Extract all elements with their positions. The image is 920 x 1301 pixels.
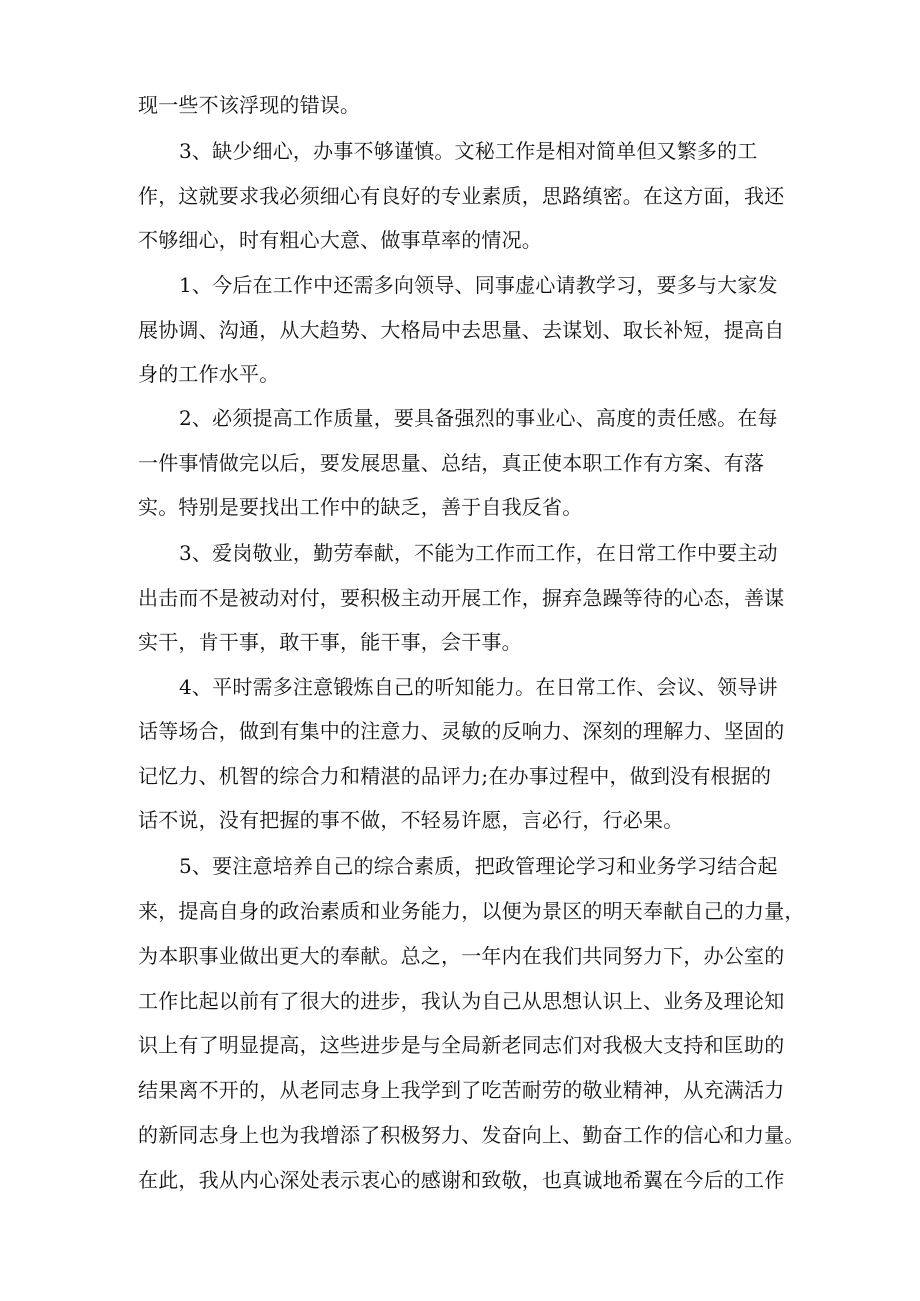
text-line: 为本职事业做出更大的奉献。总之，一年内在我们共同努力下，办公室的 — [138, 944, 785, 968]
text-line: 一件事情做完以后，要发展思量、总结，真正使本职工作有方案、有落 — [138, 451, 765, 475]
text-line: 实干，肯干事，敢干事，能干事，会干事。 — [138, 630, 522, 654]
text-line: 话不说，没有把握的事不做，不轻易许愿，言必行，行必果。 — [138, 808, 684, 832]
text-line: 作，这就要求我必须细心有良好的专业素质，思路缜密。在这方面，我还 — [138, 184, 785, 208]
text-line: 出击而不是被动对付，要积极主动开展工作，摒弃急躁等待的心态，善谋 — [138, 586, 785, 610]
text-line: 的新同志身上也为我增添了积极努力、发奋向上、勤奋工作的信心和力量。 — [138, 1123, 805, 1147]
text-line: 记忆力、机智的综合力和精湛的品评力;在办事过程中，做到没有根据的 — [138, 764, 772, 788]
text-line: 3、爱岗敬业，勤劳奉献，不能为工作而工作，在日常工作中要主动 — [179, 541, 778, 565]
text-line: 5、要注意培养自己的综合素质，把政管理论学习和业务学习结合起 — [179, 854, 778, 878]
text-line: 识上有了明显提高，这些进步是与全局新老同志们对我极大支持和匡助的 — [138, 1033, 785, 1057]
text-line: 来，提高自身的政治素质和业务能力，以便为景区的明天奉献自己的力量， — [138, 899, 805, 923]
text-line: 工作比起以前有了很大的进步，我认为自己从思想认识上、业务及理论知 — [138, 989, 785, 1013]
text-line: 话等场合，做到有集中的注意力、灵敏的反响力、深刻的理解力、坚固的 — [138, 719, 785, 743]
text-line: 3、缺少细心，办事不够谨慎。文秘工作是相对简单但又繁多的工 — [179, 139, 758, 163]
text-line: 1、今后在工作中还需多向领导、同事虚心请教学习，要多与大家发 — [179, 273, 778, 297]
text-line: 实。特别是要找出工作中的缺乏，善于自我反省。 — [138, 495, 583, 519]
text-line: 身的工作水平。 — [138, 362, 280, 386]
text-line: 在此，我从内心深处表示衷心的感谢和致敬，也真诚地希翼在今后的工作 — [138, 1168, 785, 1192]
text-line: 现一些不该浮现的错误。 — [138, 93, 361, 117]
text-line: 2、必须提高工作质量，要具备强烈的事业心、高度的责任感。在每 — [179, 406, 778, 430]
text-line: 展协调、沟通，从大趋势、大格局中去思量、去谋划、取长补短，提高自 — [138, 318, 785, 342]
text-line: 结果离不开的，从老同志身上我学到了吃苦耐劳的敬业精神，从充满活力 — [138, 1078, 785, 1102]
text-line: 不够细心，时有粗心大意、做事草率的情况。 — [138, 228, 542, 252]
text-line: 4、平时需多注意锻炼自己的听知能力。在日常工作、会议、领导讲 — [179, 675, 778, 699]
